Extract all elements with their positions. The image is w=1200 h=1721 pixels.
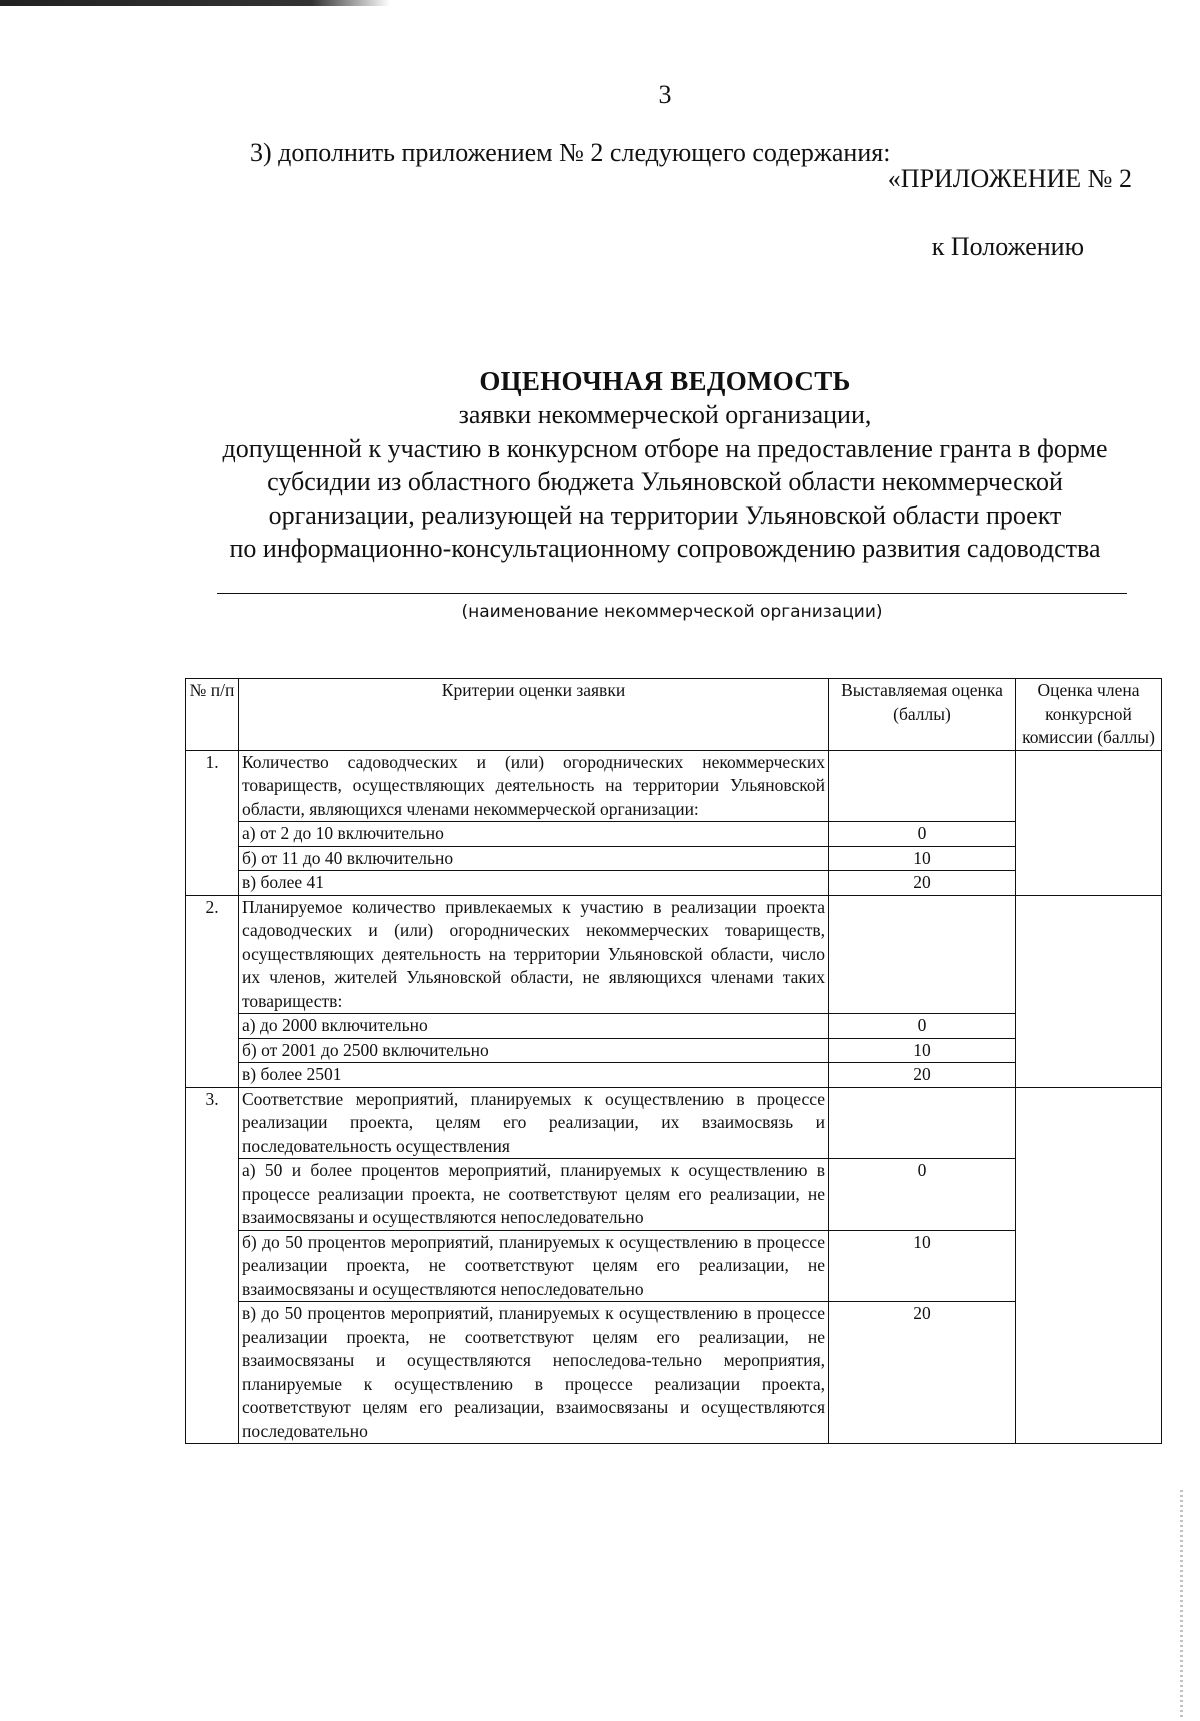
amendment-text: 3) дополнить приложением № 2 следующего содержания: — [250, 138, 891, 167]
header-criteria: Критерии оценки заявки — [239, 679, 829, 751]
scan-edge-mark — [0, 0, 390, 6]
score-cell: 0 — [829, 822, 1016, 847]
row-number: 3. — [186, 1087, 239, 1444]
table-row — [186, 1302, 1162, 1444]
document-subtitle — [150, 398, 1180, 566]
option-text: б) от 11 до 40 включительно — [239, 846, 829, 871]
table-row — [186, 1063, 1162, 1088]
score-cell: 20 — [829, 871, 1016, 896]
table-row — [186, 1159, 1162, 1231]
score-cell: 10 — [829, 846, 1016, 871]
score-cell: 20 — [829, 1063, 1016, 1088]
score-cell: 10 — [829, 1038, 1016, 1063]
score-cell: 20 — [829, 1302, 1016, 1444]
option-text: в) до 50 процентов мероприятий, планируемых к осуществлению в процессе реализации проекта, не соответствуют целям его реализации, не взаимосвязаны и осуществляются непоследова-тельно мероприятия, планируемые к осуществлению в процессе реализации проекта, соответствуют целям его реализации, взаимосвязаны и осуществляются последовательно — [239, 1302, 829, 1444]
subtitle-line: субсидии из областного бюджета Ульяновской области некоммерческой — [267, 467, 1063, 496]
document-title: ОЦЕНОЧНАЯ ВЕДОМОСТЬ — [479, 366, 851, 396]
table-row — [186, 895, 1162, 1014]
table-header-row — [186, 679, 1162, 751]
criterion-text: Соответствие мероприятий, планируемых к осуществлению в процессе реализации проекта, целям его реализации, их взаимосвязь и последовательность осуществления — [239, 1087, 829, 1159]
table-row — [186, 822, 1162, 847]
score-cell: 10 — [829, 1230, 1016, 1302]
organization-name-line — [217, 593, 1127, 594]
table-row — [186, 1014, 1162, 1039]
header-score: Выставляемая оценка (баллы) — [829, 679, 1016, 751]
table-row — [186, 1230, 1162, 1302]
scan-side-mark — [1180, 1490, 1183, 1720]
score-cell — [829, 1087, 1016, 1159]
option-text: а) до 2000 включительно — [239, 1014, 829, 1039]
row-number: 1. — [186, 750, 239, 895]
page-number: 3 — [658, 80, 672, 109]
table-row — [186, 750, 1162, 822]
subtitle-line: организации, реализующей на территории Ульяновской области проект — [268, 500, 1062, 530]
option-text: а) от 2 до 10 включительно — [239, 822, 829, 847]
option-text: б) от 2001 до 2500 включительно — [239, 1038, 829, 1063]
option-text: в) более 2501 — [239, 1063, 829, 1088]
member-score-cell — [1016, 750, 1162, 895]
table-row — [186, 846, 1162, 871]
score-cell: 0 — [829, 1159, 1016, 1231]
table-row — [186, 871, 1162, 896]
header-num: № п/п — [186, 679, 239, 751]
organization-name-caption: (наименование некоммерческой организации) — [461, 602, 883, 622]
appendix-subtitle: к Положению — [931, 232, 1084, 261]
table-row — [186, 1038, 1162, 1063]
criterion-text: Количество садоводческих и (или) огороднических некоммерческих товариществ, осуществляющих деятельность на территории Ульяновской области, являющихся членами некоммерческой организации: — [239, 750, 829, 822]
member-score-cell — [1016, 895, 1162, 1087]
option-text: а) 50 и более процентов мероприятий, планируемых к осуществлению в процессе реализации проекта, не соответствуют целям его реализации, не взаимосвязаны и осуществляются непоследовательно — [239, 1159, 829, 1231]
option-text: б) до 50 процентов мероприятий, планируемых к осуществлению в процессе реализации проекта, не соответствуют целям его реализации, не взаимосвязаны и осуществляются непоследовательно — [239, 1230, 829, 1302]
option-text: в) более 41 — [239, 871, 829, 896]
subtitle-line: заявки некоммерческой организации, — [458, 400, 872, 429]
score-cell: 0 — [829, 1014, 1016, 1039]
table-row — [186, 1087, 1162, 1159]
criteria-table — [185, 678, 1162, 1444]
header-member: Оценка члена конкурсной комиссии (баллы) — [1016, 679, 1162, 751]
row-number: 2. — [186, 895, 239, 1087]
subtitle-line: по информационно-консультационному сопровождению развития садоводства — [229, 534, 1101, 563]
criterion-text: Планируемое количество привлекаемых к участию в реализации проекта садоводческих и (или) огороднических некоммерческих товариществ, осуществляющих деятельность на территории Ульяновской области, число их членов, жителей Ульяновской области, не являющихся членами таких товариществ: — [239, 895, 829, 1014]
score-cell — [829, 895, 1016, 1014]
subtitle-line: допущенной к участию в конкурсном отборе на предоставление гранта в форме — [222, 433, 1108, 463]
appendix-title: «ПРИЛОЖЕНИЕ № 2 — [887, 164, 1132, 193]
score-cell — [829, 750, 1016, 822]
member-score-cell — [1016, 1087, 1162, 1444]
